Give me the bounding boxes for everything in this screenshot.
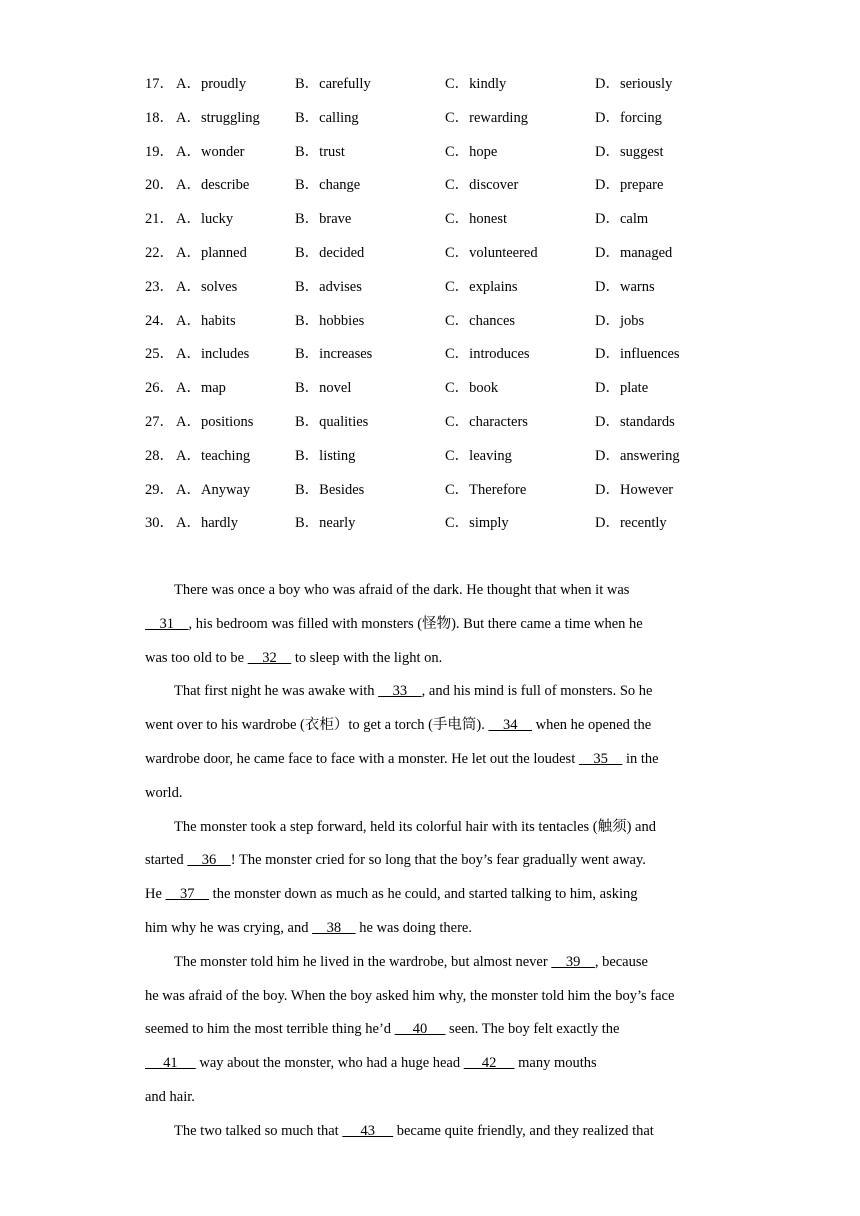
- passage-text: went over to his wardrobe (衣柜）to get a torch (手电筒).: [145, 717, 489, 734]
- option-b: B．carefully: [295, 76, 371, 92]
- question-number: 19．: [145, 143, 174, 160]
- passage-line: [145, 647, 720, 681]
- passage-line: [145, 1052, 720, 1086]
- passage-line: [145, 1120, 720, 1154]
- question-row: [0, 106, 860, 140]
- question-number: 26．: [145, 380, 174, 397]
- question-row: [0, 410, 860, 444]
- passage-text: ! The monster cried for so long that the boy’s fear gradually went away.: [230, 852, 646, 869]
- option-a: A．solves: [176, 278, 238, 295]
- option-b: B．novel: [295, 380, 352, 397]
- option-a: A．lucky: [176, 211, 234, 228]
- option-c: C．kindly: [445, 76, 507, 92]
- option-a: A．teaching: [176, 447, 251, 464]
- option-c: C．chances: [445, 312, 516, 329]
- option-b: B．increases: [295, 346, 373, 363]
- blank-number: 43: [342, 1122, 394, 1139]
- passage-line: [145, 613, 720, 647]
- option-b: B．hobbies: [295, 312, 365, 329]
- question-row: [0, 309, 860, 343]
- passage-line: [145, 1018, 720, 1052]
- option-b: B．nearly: [295, 515, 356, 532]
- passage-line: [145, 714, 720, 748]
- question-row: [0, 72, 860, 106]
- question-number: 30．: [145, 515, 174, 532]
- option-d: D．seriously: [595, 76, 673, 92]
- option-c: C．discover: [445, 177, 519, 194]
- option-b: B．listing: [295, 447, 356, 464]
- option-d: D．answering: [595, 447, 680, 464]
- question-number: 28．: [145, 447, 174, 464]
- option-c: C．Therefore: [445, 481, 527, 498]
- passage-line: [145, 579, 720, 613]
- option-c: C．hope: [445, 143, 498, 160]
- question-row: [0, 342, 860, 376]
- option-c: C．book: [445, 380, 499, 397]
- question-number: 21．: [145, 211, 174, 228]
- blank-number: 31: [145, 615, 189, 632]
- option-a: A．positions: [176, 413, 254, 430]
- blank-number: 40: [394, 1021, 446, 1038]
- blank-number: 36: [187, 852, 231, 869]
- passage-text: was too old to be: [145, 649, 248, 666]
- passage-text: and hair.: [145, 1088, 195, 1105]
- option-c: C．honest: [445, 211, 508, 228]
- option-c: C．characters: [445, 413, 528, 430]
- passage-text: seemed to him the most terrible thing he’d: [145, 1021, 395, 1038]
- blank-number: 35: [578, 750, 623, 767]
- passage-line: [145, 680, 720, 714]
- blank-number: 33: [378, 683, 422, 700]
- option-d: D．However: [595, 481, 674, 498]
- passage-text: The two talked so much that: [174, 1122, 343, 1139]
- passage-text: , because: [594, 953, 648, 970]
- blank-number: 34: [488, 717, 532, 734]
- passage-line: [145, 917, 720, 951]
- option-a: A．planned: [176, 244, 247, 261]
- passage-text: wardrobe door, he came face to face with a monster. He let out the loudest: [145, 750, 579, 767]
- passage-text: There was once a boy who was afraid of the dark. He thought that when it was: [174, 582, 630, 598]
- question-row: [0, 444, 860, 478]
- option-a: A．hardly: [176, 515, 239, 532]
- question-number: 22．: [145, 244, 174, 261]
- passage-text: The monster took a step forward, held its colorful hair with its tentacles (触须) and: [174, 818, 656, 835]
- option-d: D．standards: [595, 413, 675, 430]
- passage-text: many mouths: [514, 1055, 597, 1072]
- option-b: B．calling: [295, 109, 359, 126]
- option-c: C．volunteered: [445, 244, 538, 261]
- option-d: D．warns: [595, 278, 655, 295]
- passage-text: , his bedroom was filled with monsters (怪物). But there came a time when he: [188, 615, 643, 632]
- passage-line: [145, 1086, 720, 1120]
- option-a: A．wonder: [176, 143, 245, 160]
- answer-options: [0, 72, 860, 545]
- option-c: C．rewarding: [445, 109, 528, 126]
- question-number: 18．: [145, 109, 174, 126]
- passage-line: [145, 985, 720, 1019]
- option-c: C．explains: [445, 278, 518, 295]
- passage-text: him why he was crying, and: [145, 919, 313, 936]
- option-b: B．brave: [295, 211, 352, 228]
- blank-number: 32: [247, 649, 292, 666]
- option-b: B．change: [295, 177, 361, 194]
- passage-line: [145, 782, 720, 816]
- option-d: D．prepare: [595, 177, 664, 194]
- passage-text: started: [145, 852, 188, 869]
- question-row: [0, 241, 860, 275]
- passage-line: [145, 748, 720, 782]
- passage-text: when he opened the: [531, 717, 652, 734]
- option-c: C．introduces: [445, 346, 530, 363]
- question-row: [0, 173, 860, 207]
- blank-number: 41: [145, 1055, 196, 1072]
- blank-number: 39: [551, 953, 595, 970]
- blank-number: 38: [312, 919, 356, 936]
- question-number: 17．: [145, 76, 174, 92]
- question-row: [0, 275, 860, 309]
- passage-line: [145, 816, 720, 850]
- option-d: D．calm: [595, 211, 649, 228]
- option-d: D．suggest: [595, 143, 664, 160]
- option-a: A．struggling: [176, 109, 260, 126]
- option-a: A．habits: [176, 312, 236, 329]
- question-row: [0, 376, 860, 410]
- question-row: [0, 478, 860, 512]
- passage-text: That first night he was awake with: [174, 683, 379, 700]
- question-row: [0, 207, 860, 241]
- question-row: [0, 140, 860, 174]
- blank-number: 37: [165, 886, 210, 903]
- cloze-passage: [145, 579, 720, 1154]
- passage-line: [145, 951, 720, 985]
- question-number: 24．: [145, 312, 174, 329]
- option-d: D．jobs: [595, 312, 645, 329]
- option-b: B．trust: [295, 143, 345, 160]
- option-b: B．decided: [295, 244, 365, 261]
- question-number: 20．: [145, 177, 174, 194]
- passage-text: he was doing there.: [355, 919, 472, 936]
- option-d: D．recently: [595, 515, 667, 532]
- option-a: A．map: [176, 380, 226, 397]
- passage-text: world.: [145, 784, 183, 801]
- passage-text: He: [145, 886, 166, 903]
- option-a: A．proudly: [176, 76, 247, 92]
- passage-line: [145, 883, 720, 917]
- option-d: D．influences: [595, 346, 680, 363]
- option-c: C．simply: [445, 515, 509, 532]
- passage-text: seen. The boy felt exactly the: [445, 1021, 620, 1038]
- question-number: 27．: [145, 413, 174, 430]
- question-number: 29．: [145, 481, 174, 498]
- option-d: D．plate: [595, 380, 649, 397]
- option-a: A．includes: [176, 346, 250, 363]
- passage-text: , and his mind is full of monsters. So he: [421, 683, 653, 700]
- passage-text: became quite friendly, and they realized that: [393, 1122, 654, 1139]
- question-number: 23．: [145, 278, 174, 295]
- option-c: C．leaving: [445, 447, 512, 464]
- question-number: 25．: [145, 346, 174, 363]
- option-a: A．Anyway: [176, 481, 251, 498]
- passage-text: the monster down as much as he could, and started talking to him, asking: [209, 886, 638, 903]
- passage-text: he was afraid of the boy. When the boy asked him why, the monster told him the boy’s face: [145, 987, 675, 1004]
- option-d: D．managed: [595, 244, 673, 261]
- passage-line: [145, 849, 720, 883]
- passage-text: in the: [622, 750, 659, 767]
- option-b: B．qualities: [295, 413, 369, 430]
- passage-text: The monster told him he lived in the wardrobe, but almost never: [174, 953, 552, 970]
- option-b: B．Besides: [295, 481, 365, 498]
- option-a: A．describe: [176, 177, 250, 194]
- option-d: D．forcing: [595, 109, 662, 126]
- option-b: B．advises: [295, 278, 362, 295]
- passage-text: to sleep with the light on.: [291, 649, 443, 666]
- passage-text: way about the monster, who had a huge head: [195, 1055, 464, 1072]
- question-row: [0, 511, 860, 545]
- blank-number: 42: [463, 1055, 515, 1072]
